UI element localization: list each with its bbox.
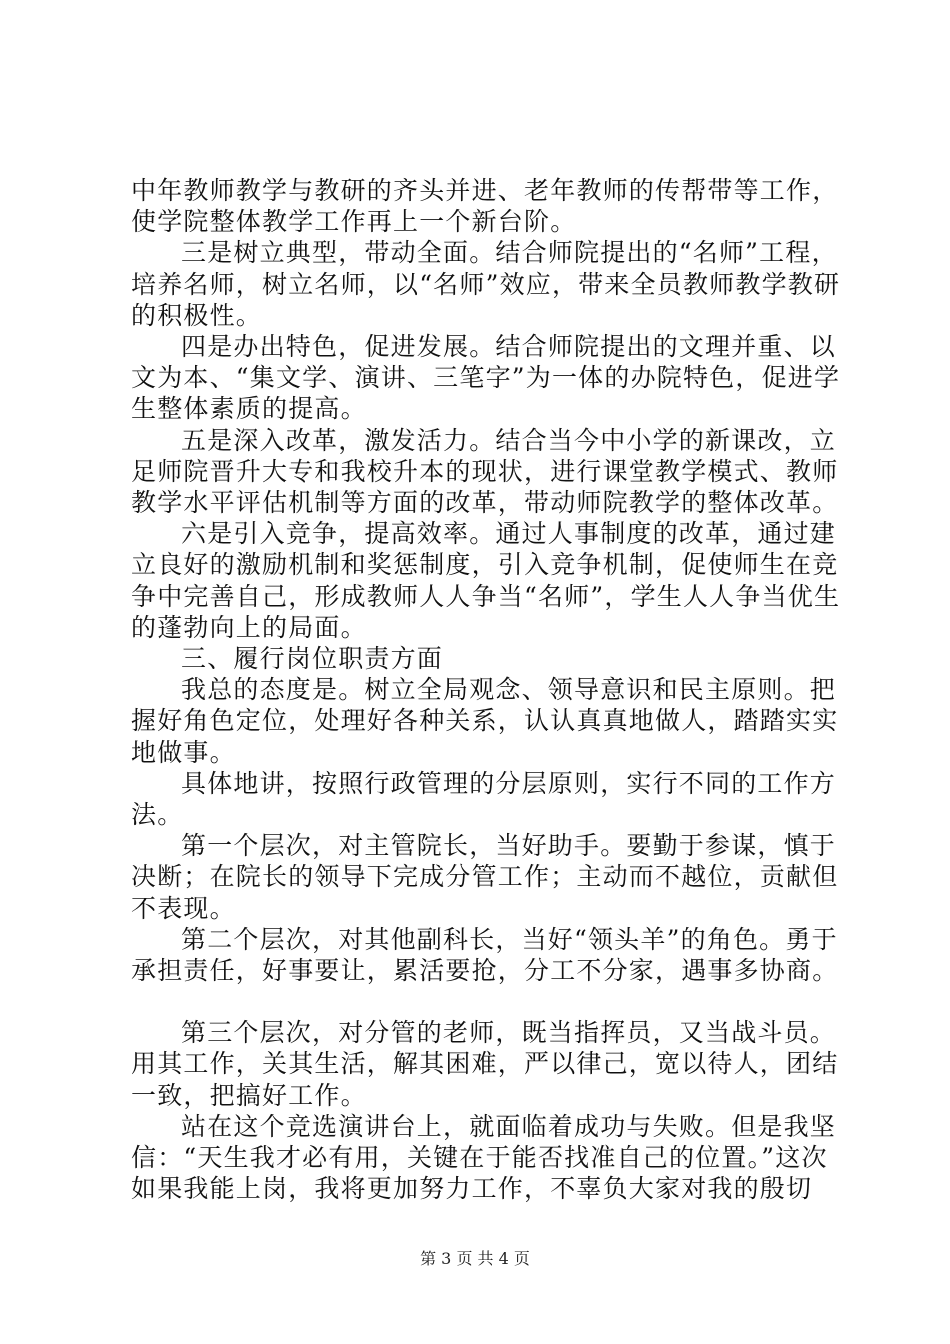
paragraph-10: 第二个层次，对其他副科长，当好“领头羊”的角色。勇于承担责任，好事要让，累活要抢，分工不分家，遇事多协商。 xyxy=(131,924,839,986)
paragraph-8: 具体地讲，按照行政管理的分层原则，实行不同的工作方法。 xyxy=(131,768,837,830)
paragraph-11: 第三个层次，对分管的老师，既当指挥员，又当战斗员。用其工作，关其生活，解其困难，严以律己，宽以待人，团结一致，把搞好工作。 xyxy=(131,1018,839,1110)
page-footer: 第 3 页 共 4 页 xyxy=(420,1249,530,1268)
document-body xyxy=(131,175,853,1205)
paragraph-5: 六是引入竞争，提高效率。通过人事制度的改革，通过建立良好的激励机制和奖惩制度，引入竞争机制，促使师生在竞争中完善自己，形成教师人人争当“名师”，学生人人争当优生的蓬勃向上的局面。 xyxy=(131,519,841,642)
paragraph-2: 三是树立典型，带动全面。结合师院提出的“名师”工程，培养名师，树立名师，以“名师”效应，带来全员教师教学教研的积极性。 xyxy=(131,238,841,330)
paragraph-12: 站在这个竞选演讲台上，就面临着成功与失败。但是我坚信：“天生我才必有用，关键在于能否找准自己的位置。”这次如果我能上岗，我将更加努力工作，不辜负大家对我的殷切 xyxy=(131,1111,837,1204)
paragraph-1: 中年教师教学与教研的齐头并进、老年教师的传帮带等工作，使学院整体教学工作再上一个新台阶。 xyxy=(131,176,839,237)
paragraph-3: 四是办出特色，促进发展。结合师院提出的文理并重、以文为本、“集文学、演讲、三笔字”为一体的办院特色，促进学生整体素质的提高。 xyxy=(131,332,841,424)
paragraph-7: 我总的态度是。树立全局观念、领导意识和民主原则。把握好角色定位，处理好各种关系，认认真真地做人，踏踏实实地做事。 xyxy=(131,675,839,767)
paragraph-9: 第一个层次，对主管院长，当好助手。要勤于参谋，慎于决断；在院长的领导下完成分管工作；主动而不越位，贡献但不表现。 xyxy=(131,831,839,923)
paragraph-4: 五是深入改革，激发活力。结合当今中小学的新课改，立足师院晋升大专和我校升本的现状，进行课堂教学模式、教师教学水平评估机制等方面的改革，带动师院教学的整体改革。 xyxy=(131,425,839,518)
section-heading: 三、履行岗位职责方面 xyxy=(181,644,444,674)
